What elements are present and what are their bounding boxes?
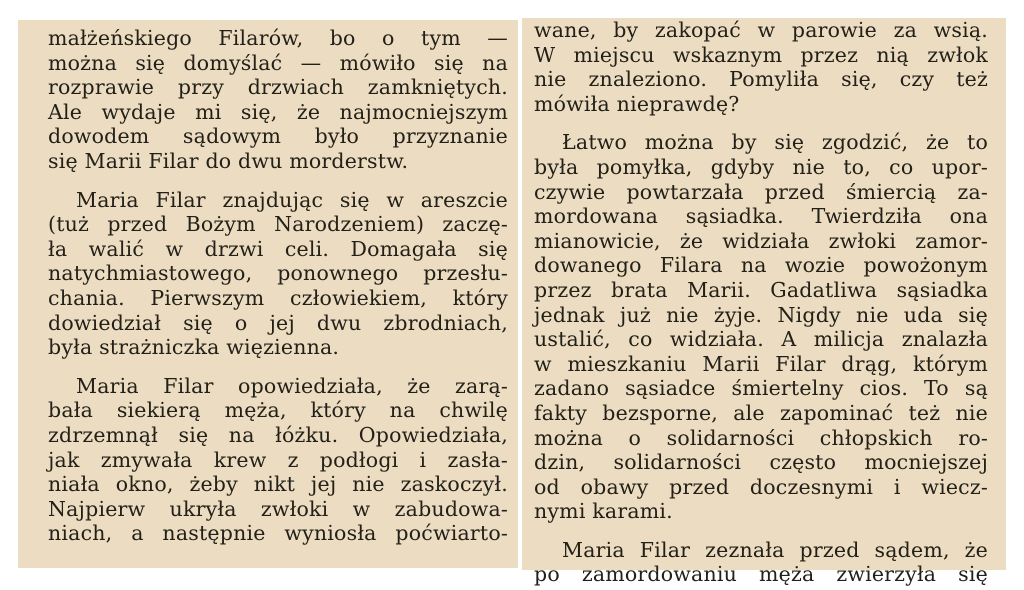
- text-line: Maria Filar znajdując się w areszcie: [76, 187, 508, 212]
- text-line: wane, by zakopać w parowie za wsią.: [534, 18, 988, 42]
- paragraph-gap: [48, 360, 508, 374]
- paragraph: [534, 18, 988, 116]
- text-line: zdrzemnął się na łóżku. Opowiedziała,: [48, 422, 508, 447]
- text-line: Łatwo można by się zgodzić, że to: [562, 130, 988, 155]
- text-line: mordowana sąsiadka. Twierdziła ona: [534, 204, 988, 229]
- text-line: po zamordowaniu męża zwierzyła się: [534, 562, 988, 587]
- paragraph: [48, 188, 508, 360]
- text-line: Maria Filar opowiedziała, że zarą-: [76, 373, 508, 398]
- paragraph: [534, 538, 988, 587]
- text-line: fakty bezsporne, ale zapominać też nie: [534, 400, 988, 425]
- paragraph: [534, 130, 988, 524]
- text-line: (tuż przed Bożym Narodzeniem) zaczę-: [48, 212, 508, 237]
- text-line: można się domyślać — mówiło się na: [48, 50, 508, 75]
- text-line: w mieszkaniu Marii Filar drąg, którym: [534, 351, 988, 376]
- text-line: dowiedział się o jej dwu zbrodniach,: [48, 310, 508, 335]
- text-line: można o solidarności chłopskich ro-: [534, 425, 988, 450]
- text-line: dowanego Filara na wozie powożonym: [534, 253, 988, 278]
- text-line: mówiła nieprawdę?: [534, 91, 740, 116]
- text-line: jak zmywała krew z podłogi i zasła-: [48, 447, 508, 472]
- text-line: ła walić w drzwi celi. Domagała się: [48, 236, 508, 261]
- text-line: się Marii Filar do dwu morderstw.: [48, 148, 409, 173]
- text-line: była strażniczka więzienna.: [48, 335, 340, 360]
- right-newspaper-clipping: [522, 18, 1006, 587]
- text-line: Maria Filar zeznała przed sądem, że: [562, 537, 988, 562]
- text-line: bała siekierą męża, który na chwilę: [48, 398, 508, 423]
- paragraph: [48, 374, 508, 546]
- paragraph: [48, 26, 508, 174]
- text-line: ustalić, co widziała. A milicja znalazła: [534, 327, 988, 352]
- text-line: od obawy przed doczesnymi i wiecz-: [534, 474, 988, 499]
- text-line: nie znaleziono. Pomyliła się, czy też: [534, 67, 988, 92]
- text-line: W miejscu wskaznym przez nią zwłok: [534, 42, 988, 67]
- text-line: natychmiastowego, ponownego przesłu-: [48, 261, 508, 286]
- text-line: małżeńskiego Filarów, bo o tym —: [48, 26, 508, 50]
- text-line: dzin, solidarności często mocniejszej: [534, 450, 988, 475]
- paragraph-gap: [48, 174, 508, 188]
- left-newspaper-clipping: [18, 20, 518, 568]
- text-line: czywie powtarzała przed śmiercią za-: [534, 179, 988, 204]
- text-line: dowodem sądowym było przyznanie: [48, 124, 508, 149]
- text-line: Najpierw ukryła zwłoki w zabudowa-: [48, 496, 508, 521]
- text-line: niała okno, żeby nikt jej nie zaskoczył.: [48, 472, 508, 497]
- text-line: chania. Pierwszym człowiekiem, który: [48, 285, 508, 310]
- text-line: nymi karami.: [534, 499, 673, 524]
- text-line: jednak już nie żyje. Nigdy nie uda się: [534, 302, 988, 327]
- right-text-column: [534, 18, 988, 587]
- text-line: rozprawie przy drzwiach zamkniętych.: [48, 75, 508, 100]
- text-line: niach, a następnie wyniosła poćwiarto-: [48, 521, 508, 546]
- text-line: była pomyłka, gdyby nie to, co upor-: [534, 154, 988, 179]
- text-line: przez brata Marii. Gadatliwa sąsiadka: [534, 277, 988, 302]
- text-line: zadano sąsiadce śmiertelny cios. To są: [534, 376, 988, 401]
- left-text-column: [48, 26, 508, 546]
- paragraph-gap: [534, 524, 988, 538]
- text-line: Ale wydaje mi się, że najmocniejszym: [48, 99, 508, 124]
- paragraph-gap: [534, 116, 988, 130]
- text-line: mianowicie, że widziała zwłoki zamor-: [534, 228, 988, 253]
